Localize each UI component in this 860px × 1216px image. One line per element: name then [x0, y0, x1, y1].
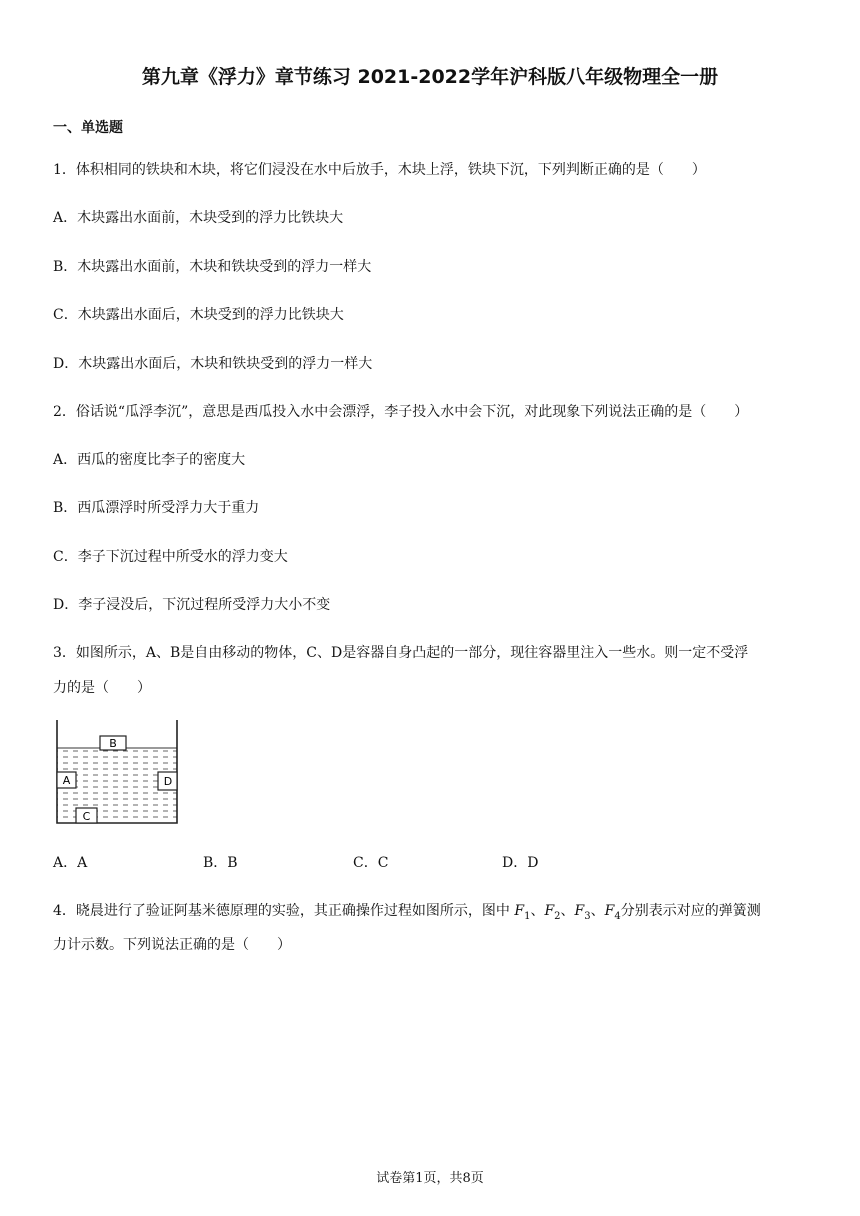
page-footer: 试卷第1页，共8页 — [376, 1171, 484, 1186]
question-1-option-a: A．木块露出水面前，木块受到的浮力比铁块大 — [53, 210, 344, 226]
question-2-option-a: A．西瓜的密度比李子的密度大 — [53, 452, 246, 468]
bump-c-label: C — [82, 810, 91, 823]
page-title: 第九章《浮力》章节练习 2021-2022学年沪科版八年级物理全一册 — [141, 66, 719, 88]
question-3-stem-line-1: 3．如图所示，A、B是自由移动的物体，C、D是容器自身凸起的一部分，现往容器里注入一些水。则一定不受浮 — [53, 645, 749, 661]
question-1-option-b: B．木块露出水面前，木块和铁块受到的浮力一样大 — [53, 259, 372, 275]
question-1-option-d: D．木块露出水面后，木块和铁块受到的浮力一样大 — [53, 356, 373, 372]
question-2-option-c: C．李子下沉过程中所受水的浮力变大 — [53, 549, 288, 565]
container-figure — [52, 718, 182, 828]
question-2-stem: 2．俗话说“瓜浮李沉”，意思是西瓜投入水中会漂浮，李子投入水中会下沉，对此现象下列说法正确的是（ ） — [53, 404, 749, 420]
question-3-option-d: D．D — [502, 855, 539, 871]
question-4-stem-line-2: 力计示数。下列说法正确的是（ ） — [53, 937, 291, 953]
question-3-stem-line-2: 力的是（ ） — [53, 680, 151, 696]
question-3-option-c: C．C — [353, 855, 389, 871]
block-a-label: A — [62, 774, 71, 787]
question-2-option-d: D．李子浸没后，下沉过程所受浮力大小不变 — [53, 597, 331, 613]
bump-d-label: D — [163, 775, 173, 788]
section-heading: 一、单选题 — [53, 120, 123, 136]
question-3-option-a: A．A — [53, 855, 88, 871]
question-4-stem-line-1: 4．晓晨进行了验证阿基米德原理的实验，其正确操作过程如图所示，图中 $F_1$、$F_2$、$F_3$、$F_4$分别表示对应的弹簧测 — [53, 903, 761, 922]
block-b-label: B — [109, 737, 117, 750]
question-3-option-b: B．B — [203, 855, 238, 871]
question-1-stem: 1．体积相同的铁块和木块，将它们浸没在水中后放手，木块上浮，铁块下沉，下列判断正确的是（ ） — [53, 162, 706, 178]
question-1-option-c: C．木块露出水面后，木块受到的浮力比铁块大 — [53, 307, 344, 323]
question-2-option-b: B．西瓜漂浮时所受浮力大于重力 — [53, 500, 260, 516]
